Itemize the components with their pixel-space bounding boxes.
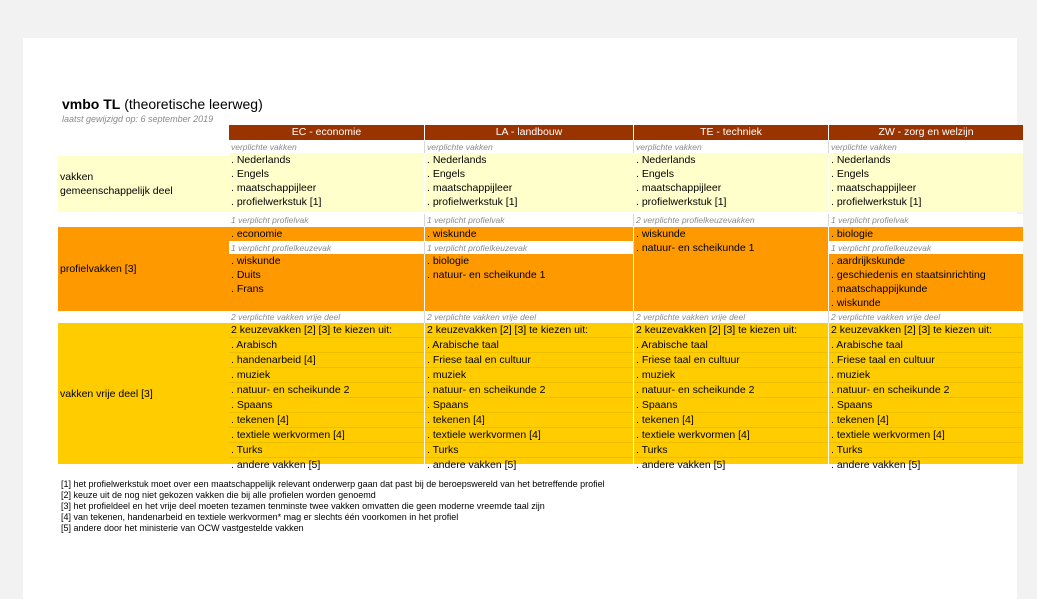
subject-item: . Friese taal en cultuur xyxy=(425,353,633,368)
subject-item: . Friese taal en cultuur xyxy=(829,353,1023,368)
subject-item: . tekenen [4] xyxy=(829,413,1023,428)
footnotes xyxy=(61,479,605,534)
hint-free: 2 verplichte vakken vrije deel xyxy=(634,311,829,323)
subject-item: . andere vakken [5] xyxy=(427,459,517,471)
subject-item: . Turks xyxy=(229,443,424,458)
footnote-3: [3] het profieldeel en het vrije deel moeten tezamen tenminste twee vakken omvatten die geen moderne vreemde taal zijn xyxy=(61,501,545,511)
profile1-block xyxy=(634,227,829,311)
subject-item: . Spaans xyxy=(229,398,424,413)
subject-item: . natuur- en scheikunde 2 xyxy=(425,383,633,398)
subject-item: . Spaans xyxy=(829,398,1023,413)
common-block xyxy=(634,153,829,212)
subject-item: . biologie xyxy=(831,228,874,240)
common-block xyxy=(829,153,1023,212)
row-label-common-line1: vakken xyxy=(60,171,94,183)
subject-item: . wiskunde xyxy=(427,228,477,240)
subject-item: . economie xyxy=(231,228,283,240)
footnote-5: [5] andere door het ministerie van OCW vastgestelde vakken xyxy=(61,523,304,533)
subject-item: . maatschappijleer xyxy=(636,182,722,194)
subject-item: . Arabische taal xyxy=(425,338,633,353)
profile1-block xyxy=(229,227,425,241)
subject-item: . Turks xyxy=(425,443,633,458)
free-intro: 2 keuzevakken [2] [3] te kiezen uit: xyxy=(829,323,1023,338)
row-label-free-text: vakken vrije deel [3] xyxy=(60,387,153,400)
subject-item: . Engels xyxy=(427,168,465,180)
subject-item: . muziek xyxy=(829,368,1023,383)
subject-item: . wiskunde xyxy=(231,255,281,267)
subject-item: . Engels xyxy=(831,168,869,180)
hint-profile1: 1 verplicht profielvak xyxy=(829,214,1023,226)
hint-profile2: 1 verplicht profielkeuzevak xyxy=(425,242,634,254)
subject-item: . biologie xyxy=(427,255,470,267)
subject-item: . muziek xyxy=(229,368,424,383)
page-title xyxy=(62,96,263,112)
subject-item: . Turks xyxy=(634,443,828,458)
common-block xyxy=(425,153,634,212)
hint-common: verplichte vakken xyxy=(829,141,1023,153)
subject-item: . Nederlands xyxy=(636,154,696,166)
hint-common: verplichte vakken xyxy=(425,141,634,153)
free-intro: 2 keuzevakken [2] [3] te kiezen uit: xyxy=(634,323,828,338)
free-block xyxy=(229,323,425,471)
subject-item: . profielwerkstuk [1] xyxy=(636,196,727,208)
hint-profile2: 1 verplicht profielkeuzevak xyxy=(229,242,425,254)
hint-profile2: 1 verplicht profielkeuzevak xyxy=(829,242,1023,254)
profile1-block xyxy=(829,227,1023,241)
free-block xyxy=(425,323,634,471)
subject-item: . textiele werkvormen [4] xyxy=(634,428,828,443)
subject-item: . muziek xyxy=(634,368,828,383)
subject-item: . natuur- en scheikunde 1 xyxy=(636,242,755,254)
subject-item: . textiele werkvormen [4] xyxy=(229,428,424,443)
subject-item: . handenarbeid [4] xyxy=(229,353,424,368)
subject-item: . maatschappijleer xyxy=(231,182,317,194)
hint-free: 2 verplichte vakken vrije deel xyxy=(229,311,425,323)
subject-item: . wiskunde xyxy=(831,297,881,309)
hint-common: verplichte vakken xyxy=(229,141,425,153)
subject-item: . maatschappijkunde xyxy=(831,283,928,295)
subject-item: . geschiedenis en staatsinrichting xyxy=(831,269,986,281)
subject-item: . Arabische taal xyxy=(634,338,828,353)
free-block xyxy=(829,323,1023,471)
subject-item: . profielwerkstuk [1] xyxy=(231,196,322,208)
subject-item: . Arabisch xyxy=(229,338,424,353)
subject-item: . Nederlands xyxy=(831,154,891,166)
subject-item: . andere vakken [5] xyxy=(636,459,726,471)
footnote-2: [2] keuze uit de nog niet gekozen vakken die bij alle profielen worden genoemd xyxy=(61,490,376,500)
footnote-1: [1] het profielwerkstuk moet over een maatschappelijk relevant onderwerp gaan dat past bij de beroepswereld van het betreffende profiel xyxy=(61,479,605,489)
profile2-block xyxy=(425,254,634,311)
profile2-block xyxy=(829,254,1023,311)
subject-item: . natuur- en scheikunde 1 xyxy=(427,269,546,281)
hint-free: 2 verplichte vakken vrije deel xyxy=(425,311,634,323)
subject-item: . andere vakken [5] xyxy=(231,459,321,471)
subject-item: . Frans xyxy=(231,283,264,295)
column-header: ZW - zorg en welzijn xyxy=(829,125,1023,140)
subject-item: . textiele werkvormen [4] xyxy=(425,428,633,443)
row-label-free xyxy=(58,323,229,464)
subject-item: . natuur- en scheikunde 2 xyxy=(829,383,1023,398)
title-bold: vmbo TL xyxy=(62,96,121,112)
subject-item: . natuur- en scheikunde 2 xyxy=(229,383,424,398)
hint-common: verplichte vakken xyxy=(634,141,829,153)
column-header: LA - landbouw xyxy=(425,125,634,140)
subject-item: . tekenen [4] xyxy=(634,413,828,428)
column-header: TE - techniek xyxy=(634,125,829,140)
subject-item: . Turks xyxy=(829,443,1023,458)
subject-item: . profielwerkstuk [1] xyxy=(427,196,518,208)
free-block xyxy=(634,323,829,471)
subject-item: . aardrijkskunde xyxy=(831,255,906,267)
row-label-profile-text: profielvakken [3] xyxy=(60,263,137,275)
subject-item: . maatschappijleer xyxy=(831,182,917,194)
column-header: EC - economie xyxy=(229,125,425,140)
row-label-profile xyxy=(58,227,229,311)
subject-item: . maatschappijleer xyxy=(427,182,513,194)
subject-item: . Spaans xyxy=(425,398,633,413)
subject-item: . Engels xyxy=(636,168,674,180)
last-modified: laatst gewijzigd op: 6 september 2019 xyxy=(62,114,214,124)
subject-item: . tekenen [4] xyxy=(229,413,424,428)
hint-profile1: 1 verplicht profielvak xyxy=(229,214,425,226)
footnote-4: [4] van tekenen, handenarbeid en textiele werkvormen* mag er slechts één voorkomen in het profiel xyxy=(61,512,459,522)
subject-item: . wiskunde xyxy=(636,228,686,240)
subject-item: . Engels xyxy=(231,168,269,180)
free-intro: 2 keuzevakken [2] [3] te kiezen uit: xyxy=(229,323,424,338)
hint-free: 2 verplichte vakken vrije deel xyxy=(829,311,1023,323)
subject-item: . Duits xyxy=(231,269,261,281)
subject-item: . Nederlands xyxy=(427,154,487,166)
profile1-block xyxy=(425,227,634,241)
subject-item: . Arabische taal xyxy=(829,338,1023,353)
subject-item: . natuur- en scheikunde 2 xyxy=(634,383,828,398)
title-rest: (theoretische leerweg) xyxy=(120,96,263,112)
subject-item: . profielwerkstuk [1] xyxy=(831,196,922,208)
subject-item: . Friese taal en cultuur xyxy=(634,353,828,368)
subject-item: . andere vakken [5] xyxy=(831,459,921,471)
hint-profile1: 1 verplicht profielvak xyxy=(425,214,634,226)
subject-item: . tekenen [4] xyxy=(425,413,633,428)
subject-item: . Spaans xyxy=(634,398,828,413)
subject-item: . muziek xyxy=(425,368,633,383)
profile2-block xyxy=(229,254,425,311)
subject-item: . textiele werkvormen [4] xyxy=(829,428,1023,443)
row-label-common xyxy=(58,156,229,212)
common-block xyxy=(229,153,425,212)
hint-profile1: 2 verplichte profielkeuzevakken xyxy=(634,214,829,226)
subject-item: . Nederlands xyxy=(231,154,291,166)
row-label-common-line2: gemeenschappelijk deel xyxy=(60,185,173,197)
free-intro: 2 keuzevakken [2] [3] te kiezen uit: xyxy=(425,323,633,338)
